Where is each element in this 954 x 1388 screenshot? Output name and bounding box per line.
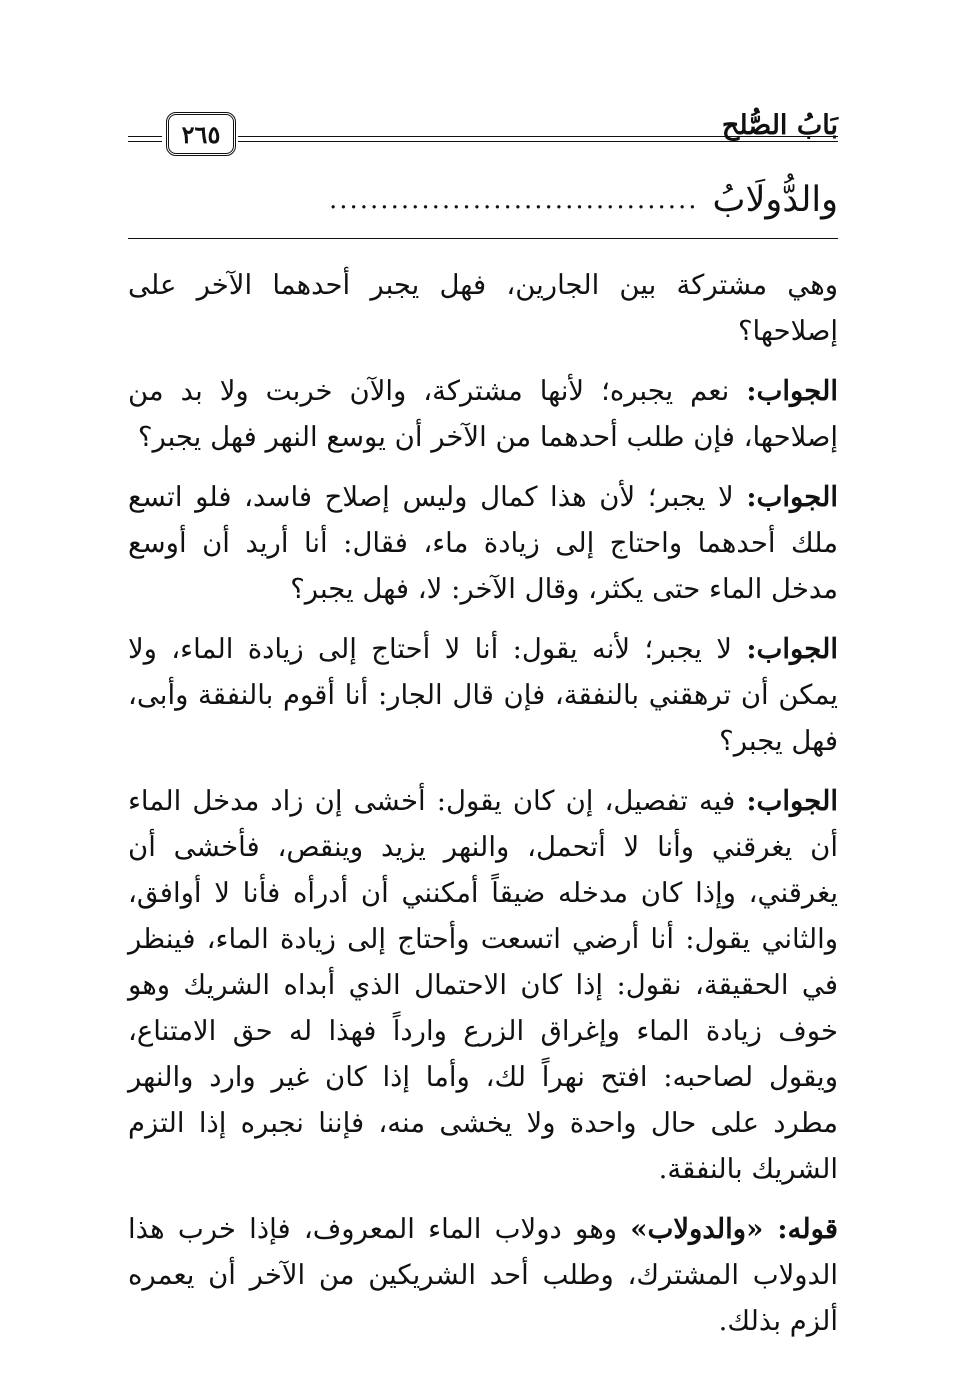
matn-line (128, 170, 838, 230)
paragraph (128, 778, 838, 1192)
header-rule-left (128, 136, 162, 142)
paragraph-text: وهو دولاب الماء المعروف، فإذا خرب هذا الدولاب المشترك، وطلب أحد الشريكين من الآخر أن يعمره ألزم بذلك. (128, 1213, 838, 1337)
commentary-body (128, 262, 838, 1358)
answer-label: الجواب: (746, 375, 838, 407)
paragraph (128, 474, 838, 612)
page-number-box (166, 112, 236, 156)
page-number: ٢٦٥ (181, 119, 221, 149)
quote-label: قوله: «والدولاب» (630, 1213, 838, 1245)
paragraph (128, 368, 838, 460)
paragraph (128, 262, 838, 354)
chapter-title: بَابُ الصُّلح (721, 110, 838, 141)
paragraph (128, 1206, 838, 1344)
matn-divider (128, 238, 838, 239)
answer-label: الجواب: (746, 481, 838, 513)
paragraph-text: نعم يجبره؛ لأنها مشتركة، والآن خربت ولا بد من إصلاحها، فإن طلب أحدهما من الآخر أن يوسع النهر فهل يجبر؟ (128, 375, 838, 453)
paragraph (128, 626, 838, 764)
answer-label: الجواب: (746, 633, 838, 665)
page-header (128, 108, 838, 158)
matn-dots: .................................... (328, 185, 699, 215)
paragraph-text: لا يجبر؛ لأنه يقول: أنا لا أحتاج إلى زيادة الماء، ولا يمكن أن ترهقني بالنفقة، فإن قال الجار: أنا أقوم بالنفقة وأبى، فهل يجبر؟ (128, 633, 838, 757)
answer-label: الجواب: (746, 785, 838, 817)
matn-text: والدُّولَابُ (712, 180, 838, 220)
paragraph-text: وهي مشتركة بين الجارين، فهل يجبر أحدهما الآخر على إصلاحها؟ (128, 269, 838, 347)
paragraph-text: فيه تفصيل، إن كان يقول: أخشى إن زاد مدخل الماء أن يغرقني وأنا لا أتحمل، والنهر يزيد وينقص، فأخشى أن يغرقني، وإذا كان مدخله ضيقاً أمكنني أن أدرأه فأنا لا أوافق، والثاني يقول: أنا أرضي اتسعت وأحتاج إلى زيادة الماء، فينظر في الحقيقة، نقول: إذا كان الاحتمال الذي أبداه الشريك وهو خوف زيادة الماء وإغراق الزرع وارداً فهذا له حق الامتناع، ويقول لصاحبه: افتح نهراً لك، وأما إذا كان غير وارد والنهر مطرد على حال واحدة ولا يخشى منه، فإننا نجبره إذا التزم الشريك بالنفقة. (128, 785, 838, 1185)
paragraph-text: لا يجبر؛ لأن هذا كمال وليس إصلاح فاسد، فلو اتسع ملك أحدهما واحتاج إلى زيادة ماء، فقال: أنا أريد أن أوسع مدخل الماء حتى يكثر، وقال الآخر: لا، فهل يجبر؟ (128, 481, 838, 605)
